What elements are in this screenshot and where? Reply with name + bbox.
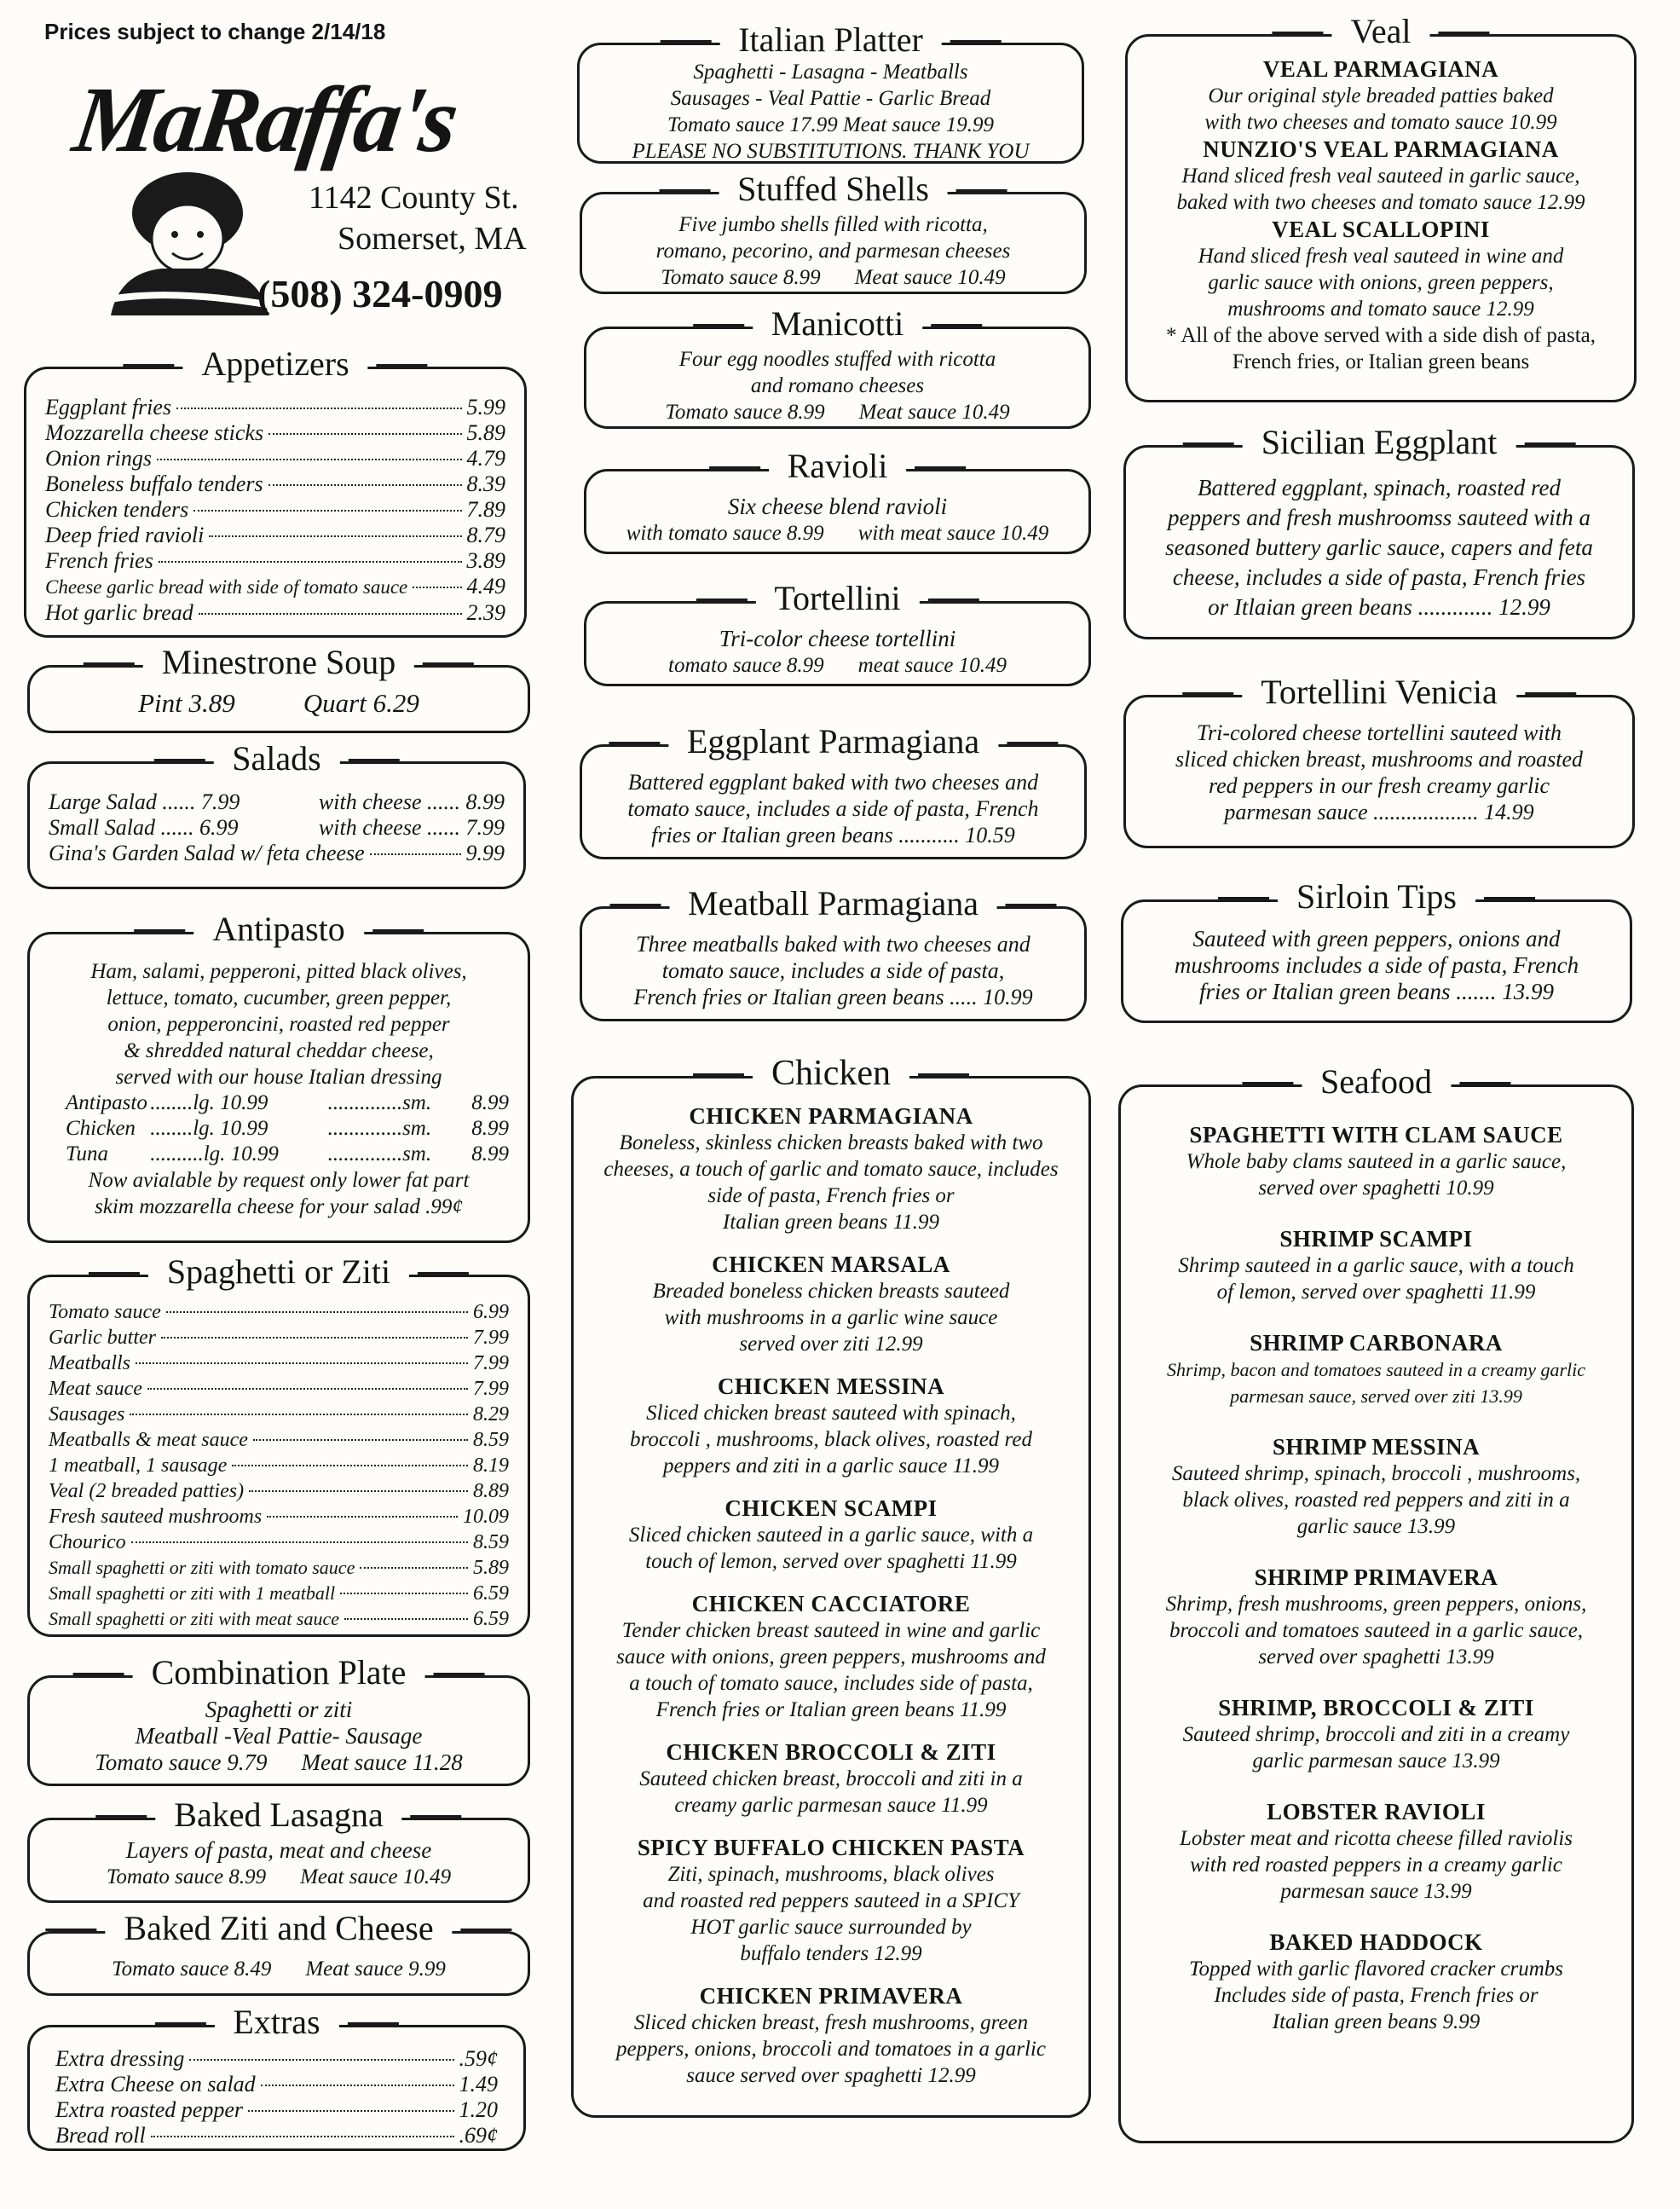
menu-item: Small spaghetti or ziti with meat sauce 6.59 [49,1608,509,1630]
sirloin-desc: Sauteed with green peppers, onions and [1192,926,1561,951]
stuffed-shells-section [580,170,1087,294]
meatball-parm-section [580,884,1087,1021]
menu-item: French fries 3.89 [45,548,505,573]
menu-item: Tomato sauce 6.99 [49,1301,509,1323]
menu-item: Sausages 8.29 [49,1403,509,1425]
soup-section [27,643,530,733]
antipasto-note: skim mozzarella cheese for your salad .99¢ [95,1195,463,1218]
address-line-1: 1142 County St. [309,180,519,216]
menu-item: LOBSTER RAVIOLI Lobster meat and ricotta cheese filled raviolis with red roasted peppers in a creamy garlic parmesan sauce 13.99 [1179,1799,1573,1903]
menu-item: Meat sauce 7.99 [49,1378,509,1400]
soup-prices: Pint 3.89 Quart 6.29 [138,688,419,718]
menu-item: CHICKEN PRIMAVERA Sliced chicken breast, fresh mushrooms, green peppers, onions, broccoli and tomatoes in a garlic sauce served over spaghetti 12.99 [616,1983,1046,2087]
spaghetti-section [27,1252,530,1637]
lasagna-prices: Tomato sauce 8.99 Meat sauce 10.49 [106,1865,452,1888]
antipasto-row: Chicken ........lg. 10.99 ..............sm. 8.99 [66,1117,509,1140]
salads-section [27,739,526,889]
menu-item: VEAL SCALLOPINI Hand sliced fresh veal sauteed in wine and garlic sauce with onions, green peppers, mushrooms and tomato sauce 12.99 [1198,217,1564,321]
ravioli-prices: with tomato sauce 8.99 with meat sauce 10.49 [626,522,1049,545]
menu-item: 1 meatball, 1 sausage 8.19 [49,1454,509,1477]
meatball-parm-desc: Three meatballs baked with two cheeses and [636,932,1031,957]
menu-item: Cheese garlic bread with side of tomato sauce 4.49 [45,574,505,599]
menu-item: CHICKEN CACCIATORE Tender chicken breast sauteed in wine and garlic sauce with onions, green peppers, mushrooms and a touch of tomato sauce, includes side of pasta, French fries or Italian green beans 11.99 [616,1591,1046,1721]
shells-desc: romano, pecorino, and parmesan cheeses [655,240,1011,263]
shells-prices: Tomato sauce 8.99 Meat sauce 10.49 [661,266,1006,289]
sicilian-eggplant-title: Sicilian Eggplant [1243,422,1516,463]
seafood-title: Seafood [1302,1061,1451,1102]
tortellini-section [584,579,1091,686]
antipasto-desc: & shredded natural cheddar cheese, [124,1039,434,1062]
manicotti-section [584,304,1091,429]
menu-item: Large Salad ...... 7.99 with cheese ...... 8.99 [49,789,505,814]
menu-item: NUNZIO'S VEAL PARMAGIANA Hand sliced fresh veal sauteed in garlic sauce, baked with two cheeses and tomato sauce 12.99 [1176,136,1585,214]
menu-item: Chicken tenders 7.89 [45,497,505,522]
menu-item: Gina's Garden Salad w/ feta cheese 9.99 [49,841,505,865]
menu-item: CHICKEN PARMAGIANA Boneless, skinless chicken breasts baked with two cheeses, a touch of garlic and tomato sauce, includes side of pasta, French fries or Italian green beans 11.99 [603,1103,1059,1234]
sirloin-desc: mushrooms includes a side of pasta, French [1174,952,1579,978]
menu-item: SPAGHETTI WITH CLAM SAUCE Whole baby clams sauteed in a garlic sauce, served over spaghetti 10.99 [1186,1122,1567,1200]
menu-item: Meatballs & meat sauce 8.59 [49,1429,509,1451]
price-note: Prices subject to change 2/14/18 [44,19,386,44]
combo-line: Meatball -Veal Pattie- Sausage [135,1723,423,1749]
stuffed-shells-title: Stuffed Shells [719,169,948,210]
menu-item: Extra Cheese on salad 1.49 [55,2072,498,2096]
lasagna-desc: Layers of pasta, meat and cheese [125,1837,432,1863]
combo-prices: Tomato sauce 9.79 Meat sauce 11.28 [95,1749,463,1775]
soup-title: Minestrone Soup [143,642,414,683]
sicilian-desc: or Itlaian green beans ............. 12.99 [1208,594,1550,620]
venicia-desc: red peppers in our fresh creamy garlic [1208,773,1550,798]
menu-item: CHICKEN MARSALA Breaded boneless chicken breasts sauteed with mushrooms in a garlic wine sauce served over ziti 12.99 [652,1252,1010,1356]
menu-item: Extra dressing .59¢ [55,2046,498,2071]
menu-item: Extra roasted pepper 1.20 [55,2097,498,2122]
antipasto-section [27,910,530,1243]
menu-item: Small Salad ...... 6.99 with cheese ...... 7.99 [49,815,505,840]
platter-line: Tomato sauce 17.99 Meat sauce 19.99 [667,113,995,136]
lasagna-title: Baked Lasagna [155,1795,401,1836]
antipasto-note: Now avialable by request only lower fat part [88,1169,470,1192]
seafood-section [1118,1062,1634,2143]
eggplant-parm-desc: tomato sauce, includes a side of pasta, French [627,796,1039,821]
menu-item: Deep fried ravioli 8.79 [45,523,505,547]
chicken-title: Chicken [753,1053,909,1094]
ziti-cheese-prices: Tomato sauce 8.49 Meat sauce 9.99 [112,1957,446,1981]
extras-title: Extras [214,2002,338,2043]
logo-text: MaRaffa's [67,67,462,171]
menu-item: Fresh sauteed mushrooms 10.09 [49,1506,509,1528]
ravioli-section [584,447,1091,554]
menu-item: SHRIMP CARBONARA Shrimp, bacon and tomatoes sauteed in a creamy garlic parmesan sauce, served over ziti 13.99 [1166,1330,1586,1407]
tortellini-desc: Tri-color cheese tortellini [719,626,956,651]
menu-item: VEAL PARMAGIANA Our original style breaded patties baked with two cheeses and tomato sauce 10.99 [1204,56,1557,134]
antipasto-title: Antipasto [193,909,364,950]
sicilian-desc: cheese, includes a side of pasta, French fries [1172,564,1586,590]
menu-item: CHICKEN MESSINA Sliced chicken breast sauteed with spinach, broccoli , mushrooms, black olives, roasted red peppers and ziti in a garlic sauce 11.99 [630,1373,1032,1477]
sicilian-desc: seasoned buttery garlic sauce, capers and feta [1165,535,1593,560]
italian-platter-title: Italian Platter [719,20,942,61]
menu-item: BAKED HADDOCK Topped with garlic flavored cracker crumbs Includes side of pasta, French fries or Italian green beans 9.99 [1188,1929,1564,2033]
platter-line: Sausages - Veal Pattie - Garlic Bread [670,87,991,110]
sicilian-desc: Battered eggplant, spinach, roasted red [1198,475,1561,500]
menu-item: SHRIMP, BROCCOLI & ZITI Sauteed shrimp, broccoli and ziti in a creamy garlic parmesan sauce 13.99 [1182,1695,1570,1772]
menu-item: Garlic butter 7.99 [49,1327,509,1349]
antipasto-row: Antipasto ........lg. 10.99 ..............sm. 8.99 [66,1091,509,1114]
combination-plate-section [27,1653,530,1786]
antipasto-desc: onion, pepperoncini, roasted red pepper [107,1013,450,1036]
menu-item: Onion rings 4.79 [45,446,505,471]
meatball-parm-desc: tomato sauce, includes a side of pasta, [661,958,1005,983]
menu-item: Veal (2 breaded patties) 8.89 [49,1480,509,1502]
appetizers-title: Appetizers [182,344,367,385]
menu-item: SHRIMP PRIMAVERA Shrimp, fresh mushrooms, green peppers, onions, broccoli and tomatoes sauteed in a garlic sauce, served over spaghetti 13.99 [1165,1564,1587,1668]
ravioli-title: Ravioli [769,446,907,487]
combination-plate-title: Combination Plate [133,1652,425,1693]
menu-item: CHICKEN SCAMPI Sliced chicken sauteed in a garlic sauce, with a touch of lemon, served over spaghetti 11.99 [628,1495,1034,1573]
italian-platter-section [577,20,1084,164]
meatball-parm-title: Meatball Parmagiana [669,883,997,924]
spaghetti-title: Spaghetti or Ziti [148,1252,409,1292]
salads-title: Salads [213,738,339,779]
platter-line: Spaghetti - Lasagna - Meatballs [693,61,968,84]
manicotti-prices: Tomato sauce 8.99 Meat sauce 10.49 [665,401,1010,424]
tortellini-venicia-section [1123,673,1635,848]
manicotti-desc: and romano cheeses [750,374,925,397]
eggplant-parm-section [580,722,1087,859]
antipasto-row: Tuna ..........lg. 10.99 ..............sm. 8.99 [66,1142,509,1165]
menu-item: Mozzarella cheese sticks 5.89 [45,420,505,445]
menu-item: SHRIMP SCAMPI Shrimp sauteed in a garlic sauce, with a touch of lemon, served over spaghetti 11.99 [1178,1226,1574,1304]
sicilian-desc: peppers and fresh mushroomss sauteed with a [1168,505,1591,530]
veal-title: Veal [1331,11,1429,52]
antipasto-desc: Ham, salami, pepperoni, pitted black olives, [90,960,467,983]
venicia-desc: parmesan sauce ................... 14.99 [1224,800,1534,824]
menu-item: Bread roll .69¢ [55,2123,498,2148]
tortellini-title: Tortellini [755,578,919,619]
venicia-desc: sliced chicken breast, mushrooms and roasted [1175,747,1584,772]
menu-item: Meatballs 7.99 [49,1352,509,1374]
extras-section [27,2003,526,2151]
menu-item: SPICY BUFFALO CHICKEN PASTA Ziti, spinach, mushrooms, black olives and roasted red peppers sauteed in a SPICY HOT garlic sauce surrounded by buffalo tenders 12.99 [637,1835,1025,1965]
eggplant-parm-title: Eggplant Parmagiana [668,721,998,762]
manicotti-desc: Four egg noodles stuffed with ricotta [678,348,996,371]
menu-item: CHICKEN BROCCOLI & ZITI Sauteed chicken breast, broccoli and ziti in a creamy garlic parmesan sauce 11.99 [639,1739,1023,1817]
antipasto-desc: served with our house Italian dressing [115,1066,442,1089]
tortellini-venicia-title: Tortellini Venicia [1242,672,1516,713]
sirloin-desc: fries or Italian green beans ....... 13.99 [1199,979,1554,1004]
venicia-desc: Tri-colored cheese tortellini sauteed with [1197,720,1562,745]
appetizers-section [24,344,527,638]
ziti-cheese-title: Baked Ziti and Cheese [105,1908,452,1949]
sirloin-tips-section [1121,877,1632,1023]
manicotti-title: Manicotti [753,304,923,344]
chicken-section [571,1054,1091,2118]
menu-item: Small spaghetti or ziti with tomato sauce 5.89 [49,1557,509,1579]
veal-section [1125,12,1637,402]
lasagna-section [27,1796,530,1903]
eggplant-parm-desc: Battered eggplant baked with two cheeses and [627,770,1039,795]
menu-item: Chourico 8.59 [49,1531,509,1553]
combo-line: Spaghetti or ziti [205,1697,353,1722]
address-line-2: Somerset, MA [338,221,527,257]
menu-item: Small spaghetti or ziti with 1 meatball 6.59 [49,1582,509,1605]
veal-note: * All of the above served with a side dish of pasta, [1165,324,1596,347]
ravioli-desc: Six cheese blend ravioli [727,494,948,519]
shells-desc: Five jumbo shells filled with ricotta, [678,213,988,236]
menu-item: Eggplant fries 5.99 [45,395,505,419]
veal-note: French fries, or Italian green beans [1232,350,1530,373]
sicilian-eggplant-section [1123,423,1635,639]
sirloin-tips-title: Sirloin Tips [1278,876,1475,917]
menu-item: SHRIMP MESSINA Sauteed shrimp, spinach, broccoli , mushrooms, black olives, roasted red peppers and ziti in a garlic sauce 13.99 [1171,1434,1581,1538]
ziti-cheese-section [27,1909,530,1996]
platter-line: PLEASE NO SUBSTITUTIONS. THANK YOU [632,140,1030,163]
eggplant-parm-desc: fries or Italian green beans ........... 10.59 [651,823,1015,847]
phone-number[interactable]: (508) 324-0909 [257,272,503,315]
antipasto-desc: lettuce, tomato, cucumber, green pepper, [106,986,452,1009]
meatball-parm-desc: French fries or Italian green beans ..... 10.99 [633,985,1033,1009]
tortellini-prices: tomato sauce 8.99 meat sauce 10.49 [668,654,1007,677]
menu-item: Boneless buffalo tenders 8.39 [45,471,505,496]
menu-item: Hot garlic bread 2.39 [45,600,505,625]
